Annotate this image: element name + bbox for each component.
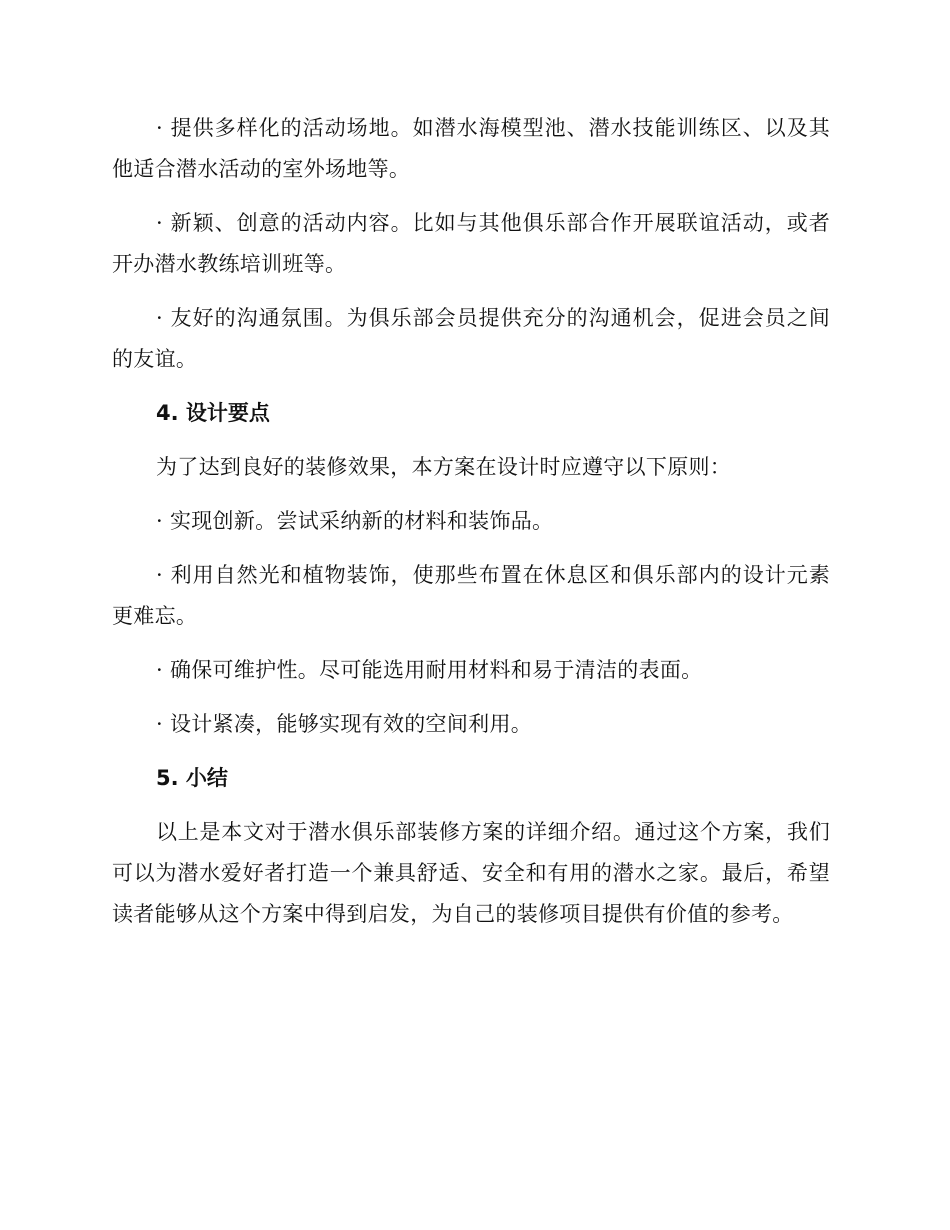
bullet-activity-venues: · 提供多样化的活动场地。如潜水海模型池、潜水技能训练区、以及其他适合潜水活动的室外场地等。 bbox=[112, 116, 830, 181]
bullet-communication: · 友好的沟通氛围。为俱乐部会员提供充分的沟通机会，促进会员之间的友谊。 bbox=[112, 306, 830, 371]
bullet-natural-light: · 利用自然光和植物装饰，使那些布置在休息区和俱乐部内的设计元素更难忘。 bbox=[112, 563, 830, 628]
section-5-body: 以上是本文对于潜水俱乐部装修方案的详细介绍。通过这个方案，我们可以为潜水爱好者打造一个兼具舒适、安全和有用的潜水之家。最后，希望读者能够从这个方案中得到启发，为自己的装修项目提供有价值的参考。 bbox=[112, 820, 830, 926]
bullet-activity-content: · 新颖、创意的活动内容。比如与其他俱乐部合作开展联谊活动，或者开办潜水教练培训班等。 bbox=[112, 211, 830, 276]
bullet-innovation: · 实现创新。尝试采纳新的材料和装饰品。 bbox=[156, 509, 554, 533]
document-body bbox=[112, 108, 830, 935]
section-4-heading: 4. 设计要点 bbox=[156, 401, 270, 425]
section-4-intro: 为了达到良好的装修效果，本方案在设计时应遵守以下原则： bbox=[156, 455, 732, 479]
section-5-heading: 5. 小结 bbox=[156, 766, 228, 790]
bullet-maintainability: · 确保可维护性。尽可能选用耐用材料和易于清洁的表面。 bbox=[156, 658, 703, 682]
bullet-compact-design: · 设计紧凑，能够实现有效的空间利用。 bbox=[156, 712, 533, 736]
